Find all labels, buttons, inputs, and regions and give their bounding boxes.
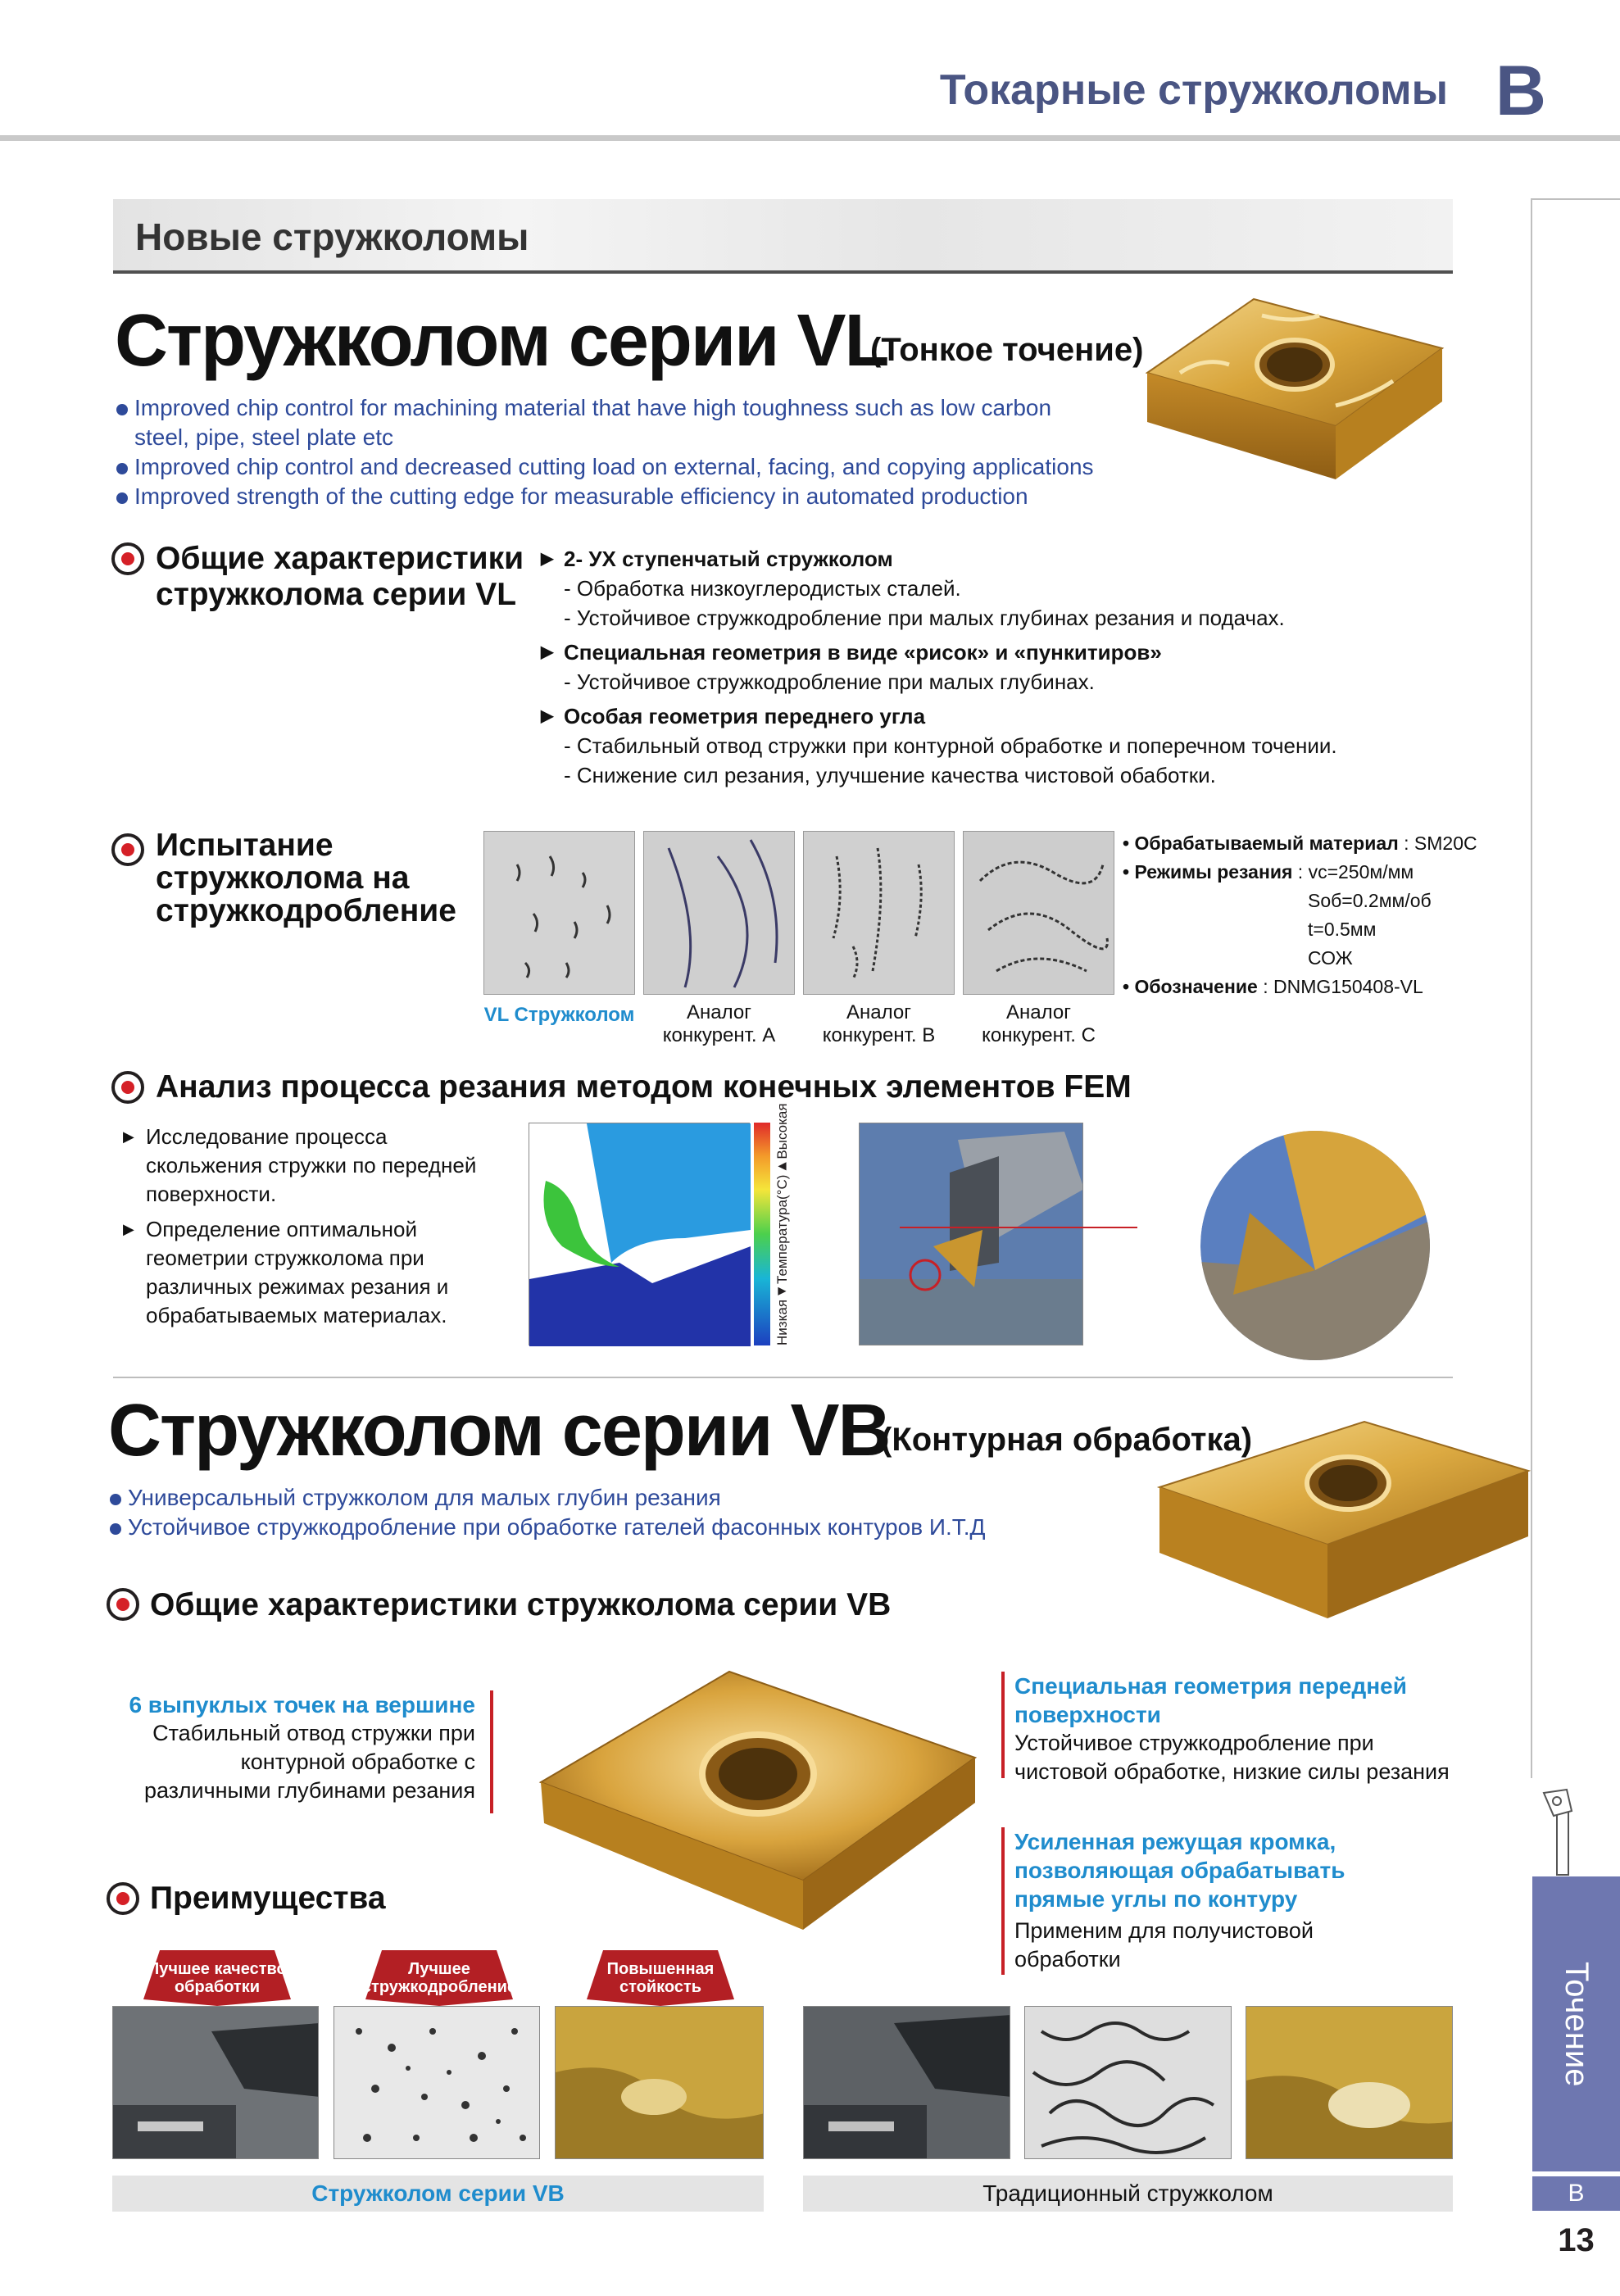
modes-value: : vc=250м/мм (1297, 861, 1414, 883)
zoom-leader-line (900, 1227, 1137, 1228)
badge-line: стойкость (619, 1978, 702, 1996)
chip-test-heading-line: стружкодробление (156, 893, 456, 928)
machining-photo (859, 1123, 1083, 1345)
chip-caption-line: конкурент. B (822, 1024, 936, 1046)
left-callout-title: 6 выпуклых точек на вершине (129, 1692, 475, 1717)
vl-features-heading-line: стружколома серии VL (156, 577, 517, 612)
cutting-edge-closeup (1200, 1131, 1430, 1360)
feature-item: - Устойчивое стружкодробление при малых глубинах резания и подачах. (564, 606, 1285, 630)
red-bullet-icon (111, 1071, 144, 1104)
chip-test-heading-line: Испытание (156, 828, 334, 863)
fem-item-line: скольжения стружки по передней (146, 1153, 477, 1177)
fem-item-line: обрабатываемых материалах. (146, 1303, 447, 1327)
vl-features-list (541, 544, 1459, 790)
chip-caption-vl: VL Стружколом (483, 1004, 635, 1026)
modes-value: t=0.5мм (1308, 919, 1377, 940)
traditional-photo-chips (1024, 2006, 1232, 2159)
vb-photo-machining (112, 2006, 319, 2159)
fem-item (123, 1215, 516, 1330)
fem-simulation-image (529, 1123, 750, 1345)
right-callout-line: Применим для получистовой (1014, 1918, 1314, 1943)
side-tab-label: Точение (1559, 1961, 1595, 2087)
chip-test-photo-vl (483, 831, 635, 995)
section-divider (113, 1377, 1453, 1378)
red-bullet-icon (107, 1588, 139, 1621)
right-callout-line: обработки (1014, 1947, 1121, 1972)
right-callout-geometry (1014, 1672, 1473, 1786)
chip-caption-line: Аналог (1006, 1001, 1071, 1023)
section-letter: B (1495, 52, 1546, 130)
traditional-photo-insert-wear (1246, 2006, 1453, 2159)
page-number: 13 (1558, 2222, 1595, 2258)
badge-quality (135, 1950, 299, 2006)
fem-heading: Анализ процесса резания методом конечных элементов FEM (156, 1069, 1132, 1105)
chip-test-heading (156, 829, 456, 928)
vb-insert-image (1151, 1413, 1536, 1635)
red-bullet-icon (107, 1882, 139, 1915)
vl-bullet-item: Improved strength of the cutting edge for measurable efficiency in automated production (115, 482, 1131, 511)
fem-item-line: ▶ Определение оптимальной (146, 1217, 417, 1241)
vl-bullet-item: Improved chip control for machining material that have high toughness such as low carbon (115, 393, 1131, 423)
left-callout-line: различными глубинами резания (143, 1778, 475, 1803)
badge-line: Повышенная (606, 1960, 715, 1978)
page-header-title: Токарные стружколомы (939, 66, 1448, 114)
right-callout-title-line: позволяющая обрабатывать (1014, 1858, 1345, 1883)
header-rule (0, 135, 1620, 141)
feature-heading: ▶ Особая геометрия переднего угла (541, 701, 1459, 731)
feature-heading: ▶ 2- УХ ступенчатый стружколом (541, 544, 1459, 574)
feature-item: - Снижение сил резания, улучшение качества чистовой обаботки. (564, 763, 1216, 787)
fem-item-line: различных режимах резания и (146, 1274, 449, 1299)
badge-line: Лучшее качество (147, 1960, 287, 1978)
chip-caption-line: конкурент. C (982, 1024, 1096, 1046)
right-callout-edge (1014, 1827, 1473, 1974)
vb-photo-insert-wear (555, 2006, 764, 2159)
badge-chip-breaking (357, 1950, 521, 2006)
material-label: • Обрабатываемый материал (1123, 833, 1399, 854)
chip-caption-c (963, 1001, 1114, 1047)
footer-vb-label: Стружколом серии VB (112, 2176, 764, 2212)
vl-features-heading-line: Общие характеристики (156, 541, 524, 576)
left-callout-line: Стабильный отвод стружки при (152, 1721, 475, 1745)
red-bullet-icon (111, 833, 144, 866)
vb-series-title: Стружколом серии VB (108, 1390, 890, 1472)
right-callout-title-line: Усиленная режущая кромка, (1014, 1829, 1336, 1854)
badge-tool-life (579, 1950, 742, 2006)
temperature-scale (754, 1123, 770, 1345)
vl-series-title: Стружколом серии VL (115, 300, 888, 382)
vl-bullet-list (115, 393, 1131, 511)
vl-bullet-item: Improved chip control and decreased cutting load on external, facing, and copying applications (115, 452, 1131, 482)
vl-series-subtitle: (Тонкое точение) (870, 332, 1144, 368)
fem-list (123, 1123, 516, 1330)
material-value: : SM20C (1404, 833, 1477, 854)
feature-item: - Устойчивое стружкодробление при малых глубинах. (564, 669, 1095, 694)
vl-features-heading (156, 541, 524, 613)
vb-insert-topview-image (533, 1659, 992, 1938)
left-callout (107, 1690, 475, 1805)
temperature-scale-label: Низкая◄Температура(°C)►Высокая (774, 1103, 790, 1345)
side-tab-letter: B (1532, 2176, 1620, 2211)
chip-test-heading-line: стружколома на (156, 860, 410, 896)
fem-item (123, 1123, 516, 1209)
right-callout-line: чистовой обработке, низкие силы резания (1014, 1759, 1450, 1784)
badge-line: стружкодробление (361, 1978, 517, 1996)
modes-label: • Режимы резания (1123, 861, 1293, 883)
chip-caption-b (803, 1001, 955, 1047)
right-callout-title-line: Специальная геометрия передней (1014, 1673, 1407, 1699)
feature-item: - Обработка низкоуглеродистых сталей. (564, 576, 961, 601)
vb-photo-chips (334, 2006, 540, 2159)
advantages-heading: Преимущества (150, 1881, 386, 1916)
fem-item-line: поверхности. (146, 1182, 277, 1206)
right-callout-line: Устойчивое стружкодробление при (1014, 1731, 1374, 1755)
turning-tool-icon (1539, 1786, 1588, 1876)
side-tab-border-top (1531, 198, 1620, 200)
chip-test-conditions (1123, 829, 1477, 1001)
footer-traditional-label: Традиционный стружколом (803, 2176, 1453, 2212)
section-band-title: Новые стружколомы (135, 216, 529, 258)
fem-item-line: геометрии стружколома при (146, 1246, 424, 1270)
chip-caption-a (643, 1001, 795, 1047)
traditional-photo-machining (803, 2006, 1010, 2159)
chip-caption-line: Аналог (846, 1001, 911, 1023)
right-callout-title-line: поверхности (1014, 1702, 1161, 1727)
callout-red-bar (1001, 1672, 1005, 1778)
designation-value: : DNMG150408-VL (1263, 976, 1423, 997)
chip-caption-line: Аналог (687, 1001, 751, 1023)
fem-item-line: ▶ Исследование процесса (146, 1124, 388, 1149)
right-callout-title-line: прямые углы по контуру (1014, 1886, 1298, 1912)
designation-label: • Обозначение (1123, 976, 1258, 997)
feature-heading: ▶ Специальная геометрия в виде «рисок» и «пункитиров» (541, 638, 1459, 667)
vl-insert-image (1131, 283, 1459, 504)
callout-red-bar (1001, 1827, 1005, 1975)
vb-features-heading: Общие характеристики стружколома серии VB (150, 1587, 892, 1622)
vb-bullet-list (108, 1483, 1157, 1542)
left-callout-line: контурной обработке с (240, 1749, 475, 1774)
badge-line: Лучшее (408, 1960, 470, 1978)
badge-line: обработки (174, 1978, 261, 1996)
chip-test-photo-b (803, 831, 955, 995)
callout-red-bar (490, 1690, 493, 1813)
red-bullet-icon (111, 542, 144, 575)
modes-value: СОЖ (1308, 947, 1353, 969)
feature-item: - Стабильный отвод стружки при контурной обработке и поперечном точении. (564, 733, 1337, 758)
vl-bullet-item-continued: steel, pipe, steel plate etc (134, 424, 393, 450)
vb-series-subtitle: (Контурная обработка) (881, 1422, 1253, 1458)
vb-bullet-item: Устойчивое стружкодробление при обработке гателей фасонных контуров И.Т.Д (108, 1513, 1157, 1542)
modes-value: Sоб=0.2мм/об (1308, 890, 1432, 911)
chip-test-photo-c (963, 831, 1114, 995)
chip-caption-line: конкурент. A (662, 1024, 776, 1046)
chip-test-photo-a (643, 831, 795, 995)
vb-bullet-item: Универсальный стружколом для малых глубин резания (108, 1483, 1157, 1513)
